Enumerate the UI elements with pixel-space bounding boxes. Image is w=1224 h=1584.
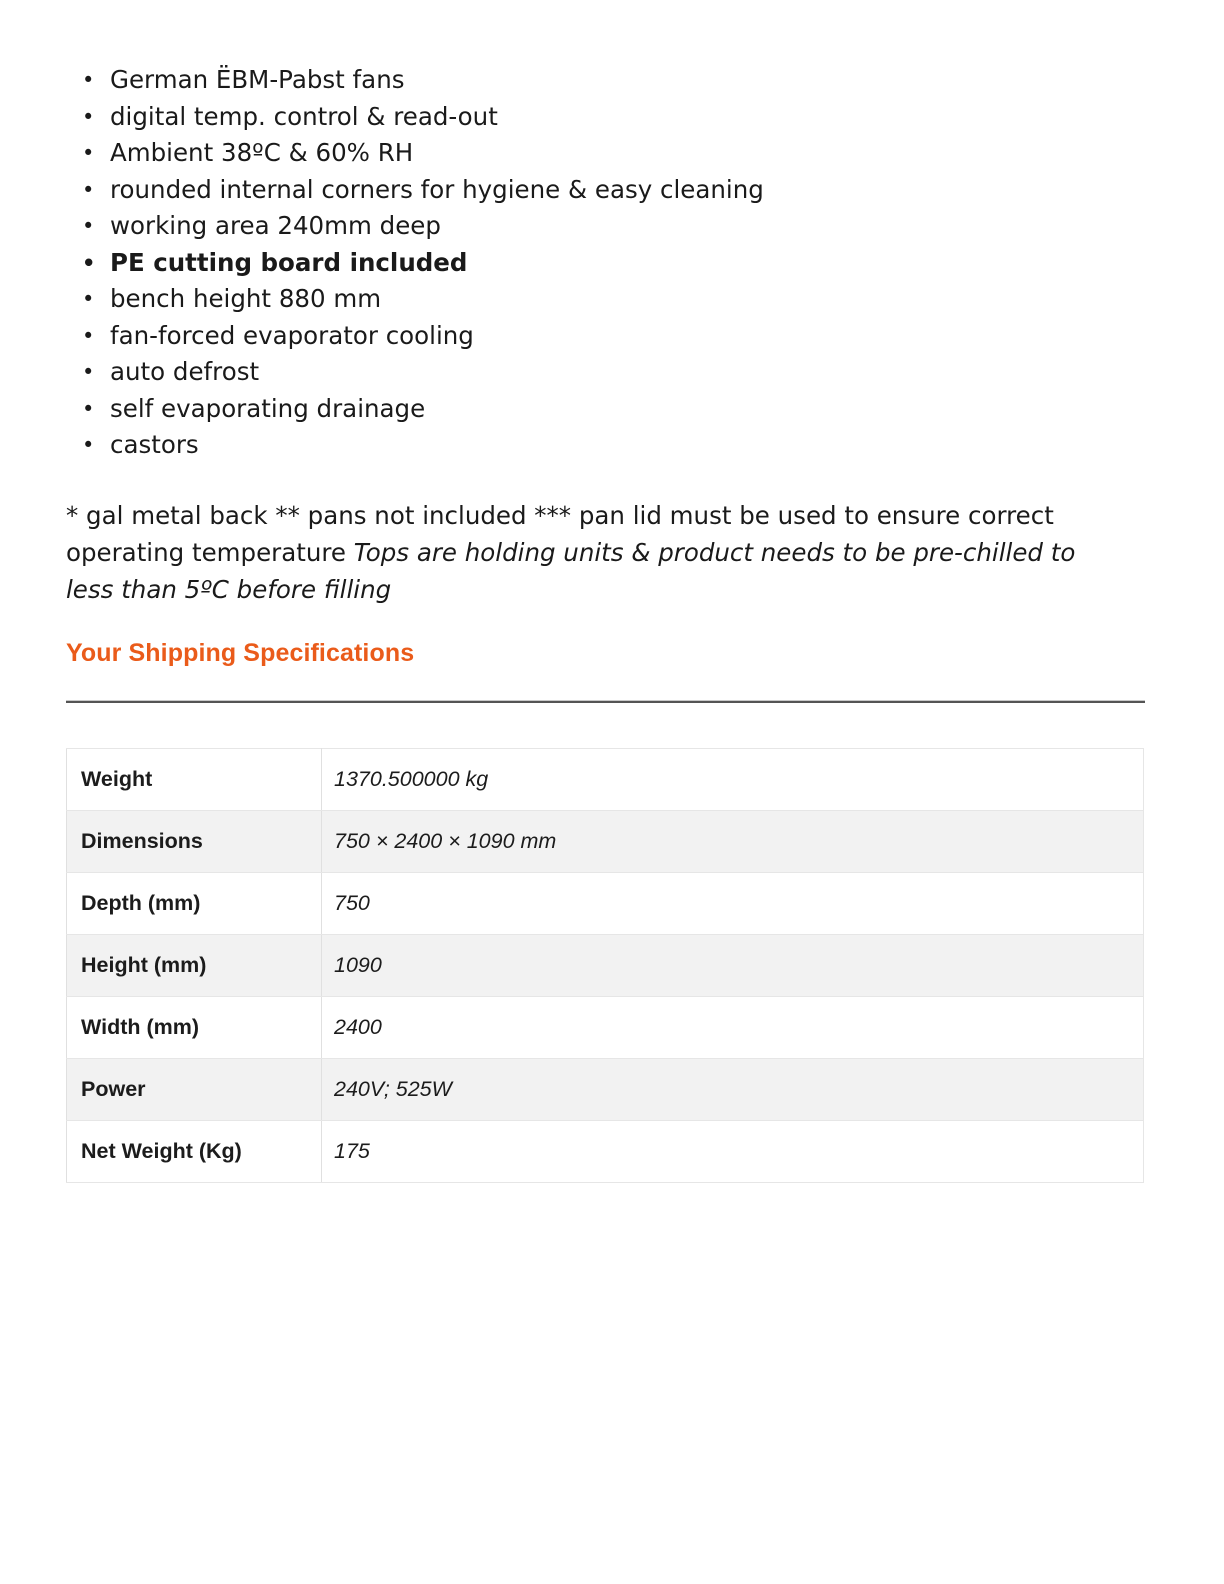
spec-value: 240V; 525W xyxy=(322,1059,1144,1121)
spec-value: 2400 xyxy=(322,997,1144,1059)
list-item xyxy=(110,427,1190,464)
table-row xyxy=(67,997,1144,1059)
spec-value: 1090 xyxy=(322,935,1144,997)
list-item xyxy=(110,354,1190,391)
table-row xyxy=(67,1059,1144,1121)
feature-text: castors xyxy=(110,430,199,459)
list-item xyxy=(110,208,1190,245)
feature-text: auto defrost xyxy=(110,357,260,386)
list-item xyxy=(110,135,1190,172)
page-title: Your Shipping Specifications xyxy=(66,639,415,667)
list-item xyxy=(110,391,1190,428)
feature-text: fan-forced evaporator cooling xyxy=(110,320,474,350)
feature-text: Ambient 38ºC & 60% RH xyxy=(110,138,414,167)
table-row xyxy=(67,811,1144,873)
list-item xyxy=(110,318,1190,355)
list-item xyxy=(110,62,1190,99)
spec-value: 750 × 2400 × 1090 mm xyxy=(322,811,1144,873)
list-item xyxy=(110,245,1190,282)
spec-label: Dimensions xyxy=(67,811,322,873)
table-row xyxy=(67,1121,1144,1183)
spec-label: Width (mm) xyxy=(67,997,322,1059)
spec-label: Power xyxy=(67,1059,322,1121)
feature-text: working area 240mm deep xyxy=(110,211,441,240)
spec-label: Net Weight (Kg) xyxy=(67,1121,322,1183)
table-row xyxy=(67,873,1144,935)
spec-label: Weight xyxy=(67,749,322,811)
feature-text: self evaporating drainage xyxy=(110,393,426,423)
feature-text: bench height 880 mm xyxy=(110,284,382,313)
spec-label: Depth (mm) xyxy=(67,873,322,935)
list-item xyxy=(110,99,1190,136)
footnote-plain-text: * gal metal back ** pans not included *** pan lid must be used to ensure correct operating temperature xyxy=(66,501,1054,567)
table-row xyxy=(67,935,1144,997)
list-item xyxy=(110,281,1190,318)
product-feature-list xyxy=(66,62,1190,464)
spec-label: Height (mm) xyxy=(67,935,322,997)
spec-value: 1370.500000 kg xyxy=(322,749,1144,811)
spec-value: 175 xyxy=(322,1121,1144,1183)
table-row xyxy=(67,749,1144,811)
heading-divider xyxy=(66,700,1145,703)
footnote-paragraph xyxy=(66,497,1130,608)
list-item xyxy=(110,172,1190,209)
shipping-specifications-table xyxy=(66,748,1144,1183)
feature-text: PE cutting board included xyxy=(110,247,468,277)
feature-text: German ËBM-Pabst fans xyxy=(110,65,405,94)
spec-value: 750 xyxy=(322,873,1144,935)
feature-text: rounded internal corners for hygiene & easy cleaning xyxy=(110,174,764,204)
footnote-italic-text: Tops are holding units & product needs to be pre-chilled to less than 5ºC before filling xyxy=(66,538,1076,604)
feature-text: digital temp. control & read-out xyxy=(110,101,498,131)
